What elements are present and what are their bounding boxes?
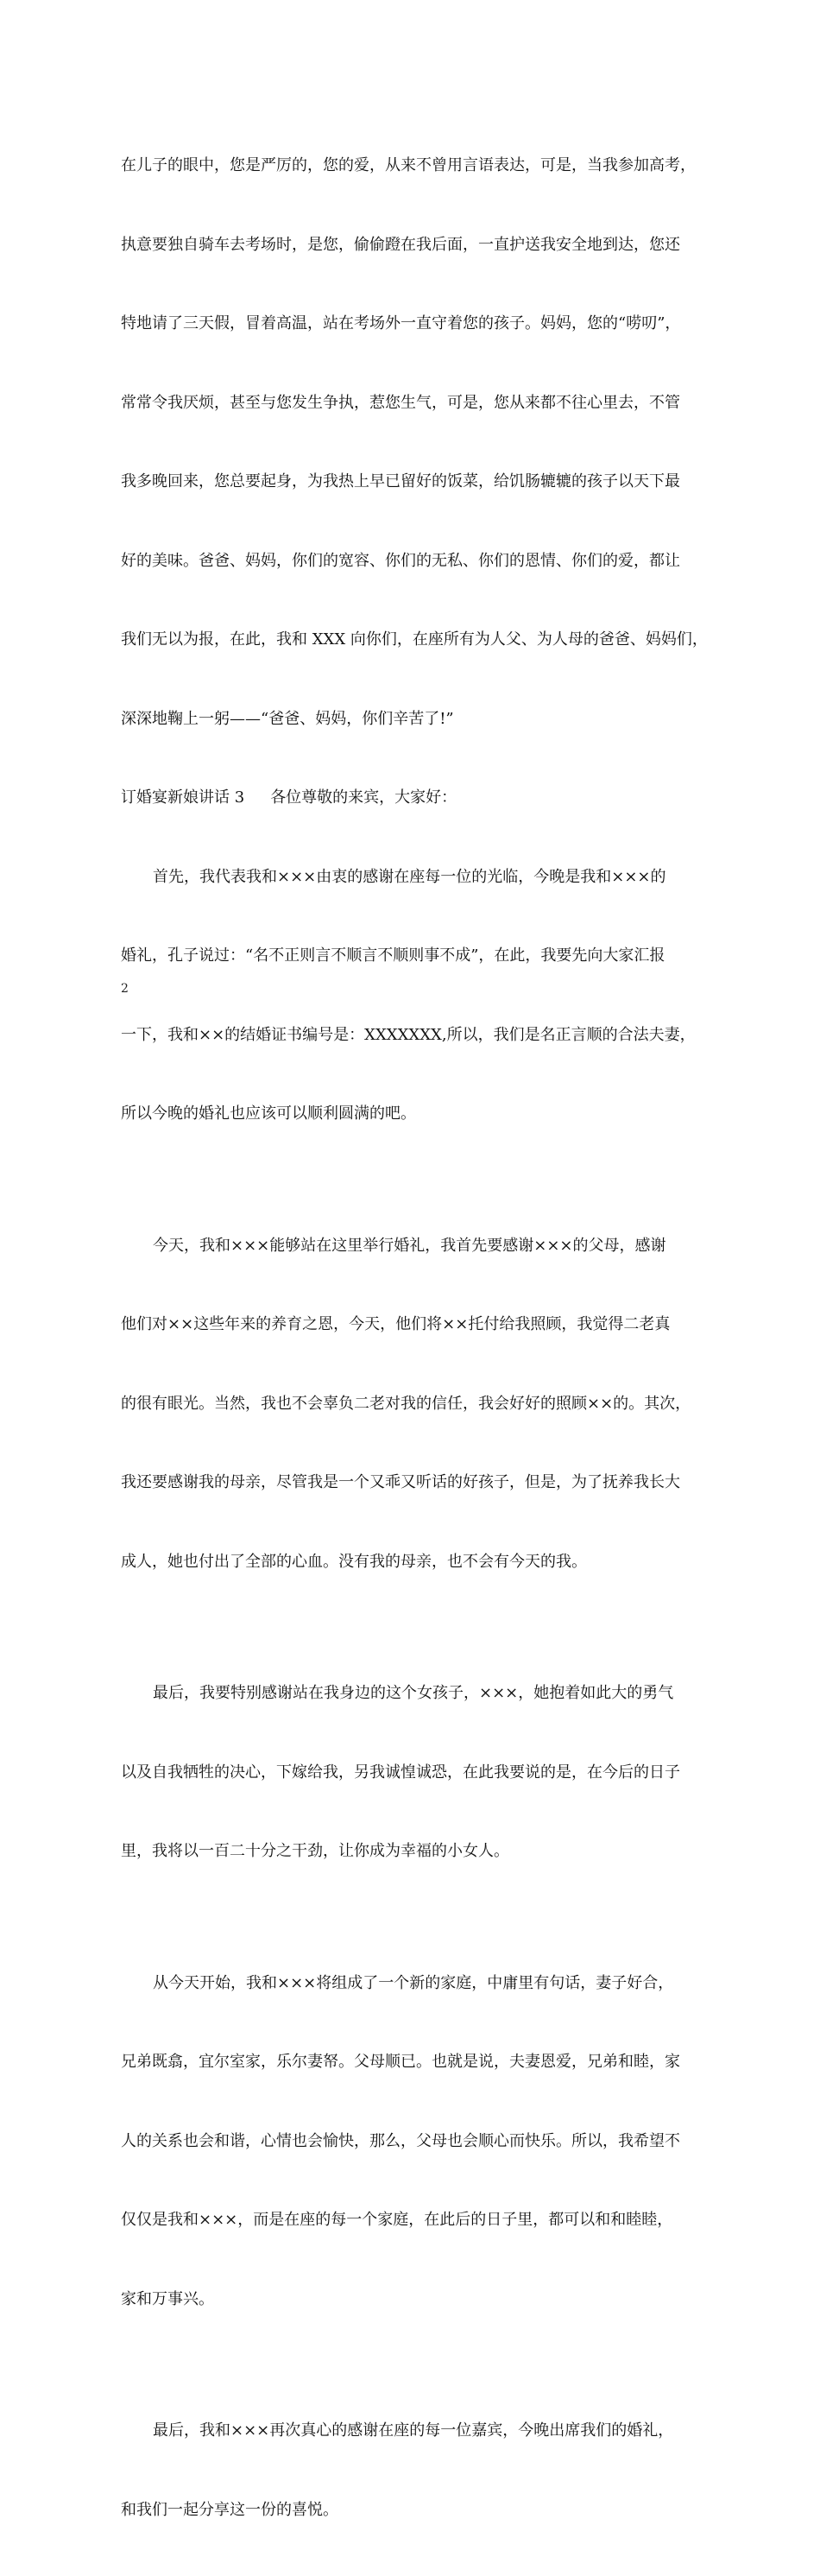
text-line: 一下，我和××的结婚证书编号是：XXXXXXX,所以，我们是名正言顺的合法夫妻， — [121, 1025, 696, 1044]
text-line: 最后，我要特别感谢站在我身边的这个女孩子，×××，她抱着如此大的勇气 — [153, 1684, 674, 1702]
text-line: 深深地鞠上一躬——“爸爸、妈妈，你们辛苦了!” — [121, 709, 454, 728]
text-line: 在儿子的眼中，您是严厉的，您的爱，从来不曾用言语表达，可是，当我参加高考， — [121, 156, 696, 174]
text-line: 他们对××这些年来的养育之恩，今天，他们将××托付给我照顾，我觉得二老真 — [121, 1315, 671, 1333]
paragraph-closing — [121, 2365, 716, 2576]
text-line: 今天，我和×××能够站在这里举行婚礼，我首先要感谢×××的父母，感谢 — [153, 1236, 666, 1255]
text-line: 我多晚回来，您总要起身，为我热上早已留好的饭菜，给饥肠辘辘的孩子以天下最 — [121, 472, 680, 491]
text-line: 我们无以为报，在此，我和 XXX 向你们，在座所有为人父、为人母的爸爸、妈妈们， — [121, 630, 708, 649]
text-line: 里，我将以一百二十分之干劲，让你成为幸福的小女人。 — [121, 1842, 509, 1860]
paragraph-new-family — [121, 1918, 716, 2366]
text-line: 家和万事兴。 — [121, 2289, 214, 2308]
paragraph-thanks-partner — [121, 1628, 716, 1918]
text-line: 人的关系也会和谐，心情也会愉快，那么，父母也会顺心而快乐。所以，我希望不 — [121, 2131, 680, 2150]
document-body — [121, 100, 716, 2576]
text-line: 我还要感谢我的母亲，尽管我是一个又乖又听话的好孩子，但是，为了抚养我长大 — [121, 1473, 680, 1491]
text-line: 的很有眼光。当然，我也不会辜负二老对我的信任，我会好好的照顾××的。其次， — [121, 1394, 691, 1413]
text-line: 兄弟既翕，宜尔室家，乐尔妻帑。父母顺已。也就是说，夫妻恩爱，兄弟和睦，家 — [121, 2053, 680, 2071]
section-heading — [121, 785, 716, 812]
text-line: 成人，她也付出了全部的心血。没有我的母亲，也不会有今天的我。 — [121, 1552, 587, 1571]
text-line: 执意要独自骑车去考场时，是您，偷偷蹬在我后面，一直护送我安全地到达，您还 — [121, 235, 680, 254]
greeting-text: 各位尊敬的来宾，大家好： — [270, 788, 457, 807]
text-line: 和我们一起分享这一份的喜悦。 — [121, 2500, 338, 2519]
text-line: 以及自我牺牲的决心，下嫁给我，另我诚惶诚恐，在此我要说的是，在今后的日子 — [121, 1763, 680, 1782]
text-line: 所以今晚的婚礼也应该可以顺利圆满的吧。 — [121, 1104, 416, 1123]
paragraph-opening — [121, 812, 716, 1180]
text-line: 首先，我代表我和×××由衷的感谢在座每一位的光临，今晚是我和×××的 — [153, 867, 666, 886]
paragraph-parents-thanks — [121, 100, 716, 785]
text-line: 常常令我厌烦，甚至与您发生争执，惹您生气，可是，您从来都不往心里去，不管 — [121, 393, 680, 412]
text-line: 好的美味。爸爸、妈妈，你们的宽容、你们的无私、你们的恩情、你们的爱，都让 — [121, 551, 680, 570]
text-line: 最后，我和×××再次真心的感谢在座的每一位嘉宾，今晚出席我们的婚礼， — [153, 2421, 674, 2440]
text-line: 特地请了三天假，冒着高温，站在考场外一直守着您的孩子。妈妈，您的“唠叨”， — [121, 314, 681, 332]
text-line: 仅仅是我和×××，而是在座的每一个家庭，在此后的日子里，都可以和和睦睦， — [121, 2211, 673, 2229]
text-line: 婚礼，孔子说过：“名不正则言不顺言不顺则事不成”，在此，我要先向大家汇报 — [121, 946, 665, 965]
paragraph-thanks-parents — [121, 1180, 716, 1629]
section-title: 订婚宴新娘讲话 3 — [121, 788, 245, 807]
page-number: 2 — [121, 982, 129, 996]
text-line: 从今天开始，我和×××将组成了一个新的家庭，中庸里有句话，妻子好合， — [153, 1973, 674, 1992]
